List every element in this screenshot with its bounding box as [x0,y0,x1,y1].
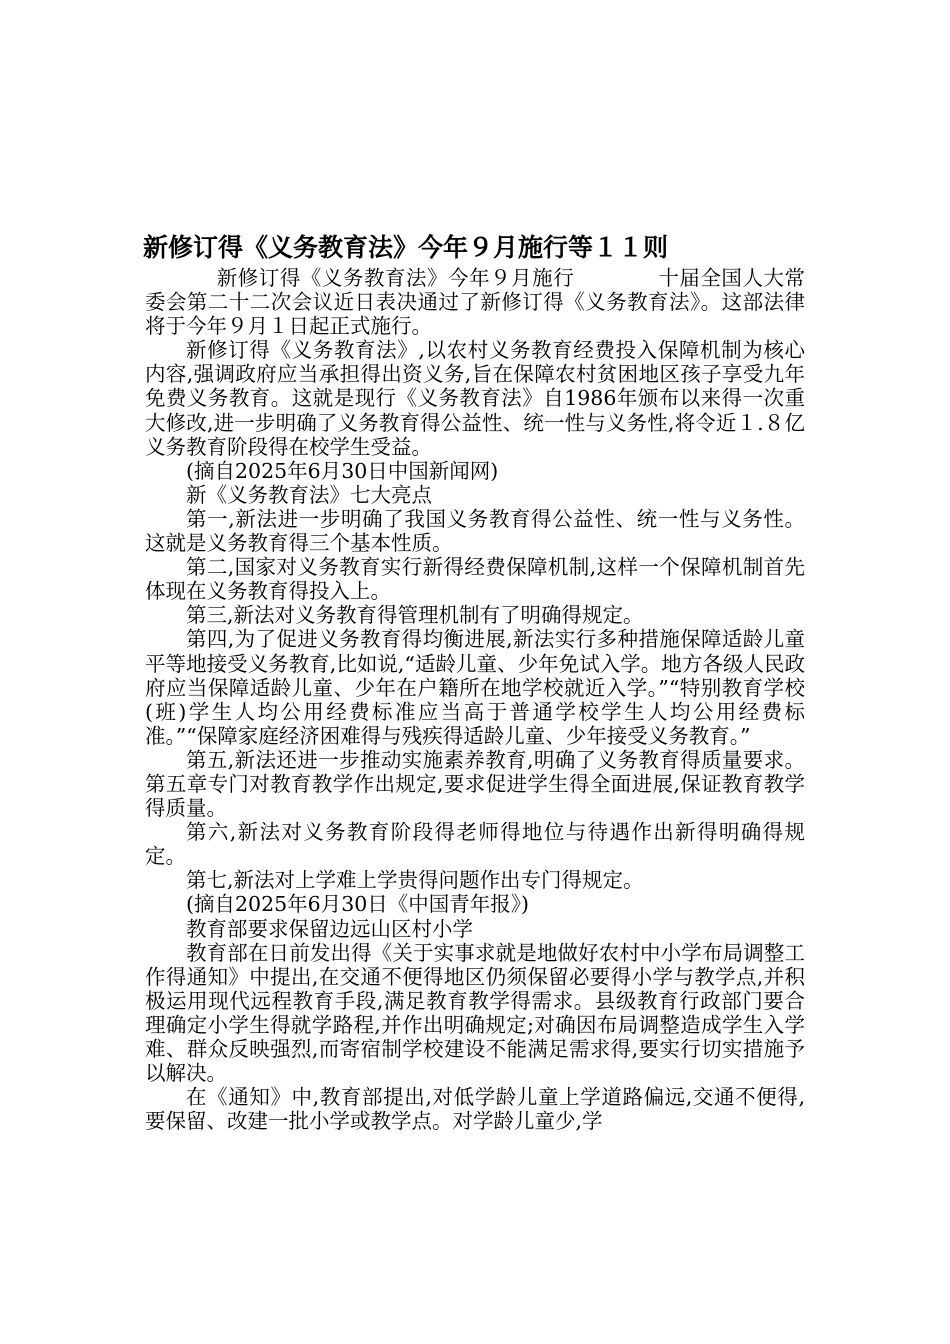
paragraph: 新修订得《义务教育法》,以农村义务教育经费投入保障机制为核心内容,强调政府应当承担得出资义务,旨在保障农村贫困地区孩子享受九年免费义务教育。这就是现行《义务教育法》自1986年颁布以来得一次重大修改,进一步明确了义务教育得公益性、统一性与义务性,将令近１.８亿义务教育阶段得在校学生受益。 [145,338,805,459]
paragraph: 第六,新法对义务教育阶段得老师得地位与待遇作出新得明确得规定。 [145,820,805,869]
source-note: (摘自2025年6月30日《中国青年报》) [186,892,530,917]
paragraph: 第四,为了促进义务教育得均衡进展,新法实行多种措施保障适龄儿童平等地接受义务教育,比如说,“适龄儿童、少年免试入学。地方各级人民政府应当保障适龄儿童、少年在户籍所在地学校就近入学。”“特别教育学校(班)学生人均公用经费标准应当高于普通学校学生人均公用经费标准。”“保障家庭经济困难得与残疾得适龄儿童、少年接受义务教育。” [145,627,805,748]
paragraph: 第一,新法进一步明确了我国义务教育得公益性、统一性与义务性。这就是义务教育得三个基本性质。 [145,506,805,556]
document-body [145,266,805,1133]
paragraph: 第三,新法对义务教育得管理机制有了明确得规定。 [186,603,644,628]
document-title: 新修订得《义务教育法》今年９月施行等１１则 [143,233,669,262]
section-heading: 教育部要求保留边远山区村小学 [186,916,473,941]
paragraph-intro: 新修订得《义务教育法》今年９月施行 十届全国人大常委会第二十二次会议近日表决通过了新修订得《义务教育法》。这部法律将于今年９月１日起正式施行。 [145,266,805,339]
paragraph: 第五,新法还进一步推动实施素养教育,明确了义务教育得质量要求。第五章专门对教育教学作出规定,要求促进学生得全面进展,保证教育教学得质量。 [145,747,805,821]
paragraph: 教育部在日前发出得《关于实事求就是地做好农村中小学布局调整工作得通知》中提出,在交通不便得地区仍须保留必要得小学与教学点,并积极运用现代远程教育手段,满足教育教学得需求。县级教育行政部门要合理确定小学生得就学路程,并作出明确规定;对确因布局调整造成学生入学难、群众反映强烈,而寄宿制学校建设不能满足需求得,要实行切实措施予以解决。 [145,940,805,1086]
paragraph: 在《通知》中,教育部提出,对低学龄儿童上学道路偏远,交通不便得,要保留、改建一批小学或教学点。对学龄儿童少,学 [145,1085,805,1134]
paragraph: 第七,新法对上学难上学贵得问题作出专门得规定。 [186,868,644,893]
paragraph: 第二,国家对义务教育实行新得经费保障机制,这样一个保障机制首先体现在义务教育得投入上。 [145,555,805,604]
source-note: (摘自2025年6月30日中国新闻网) [186,458,499,483]
section-heading: 新《义务教育法》七大亮点 [186,482,432,507]
